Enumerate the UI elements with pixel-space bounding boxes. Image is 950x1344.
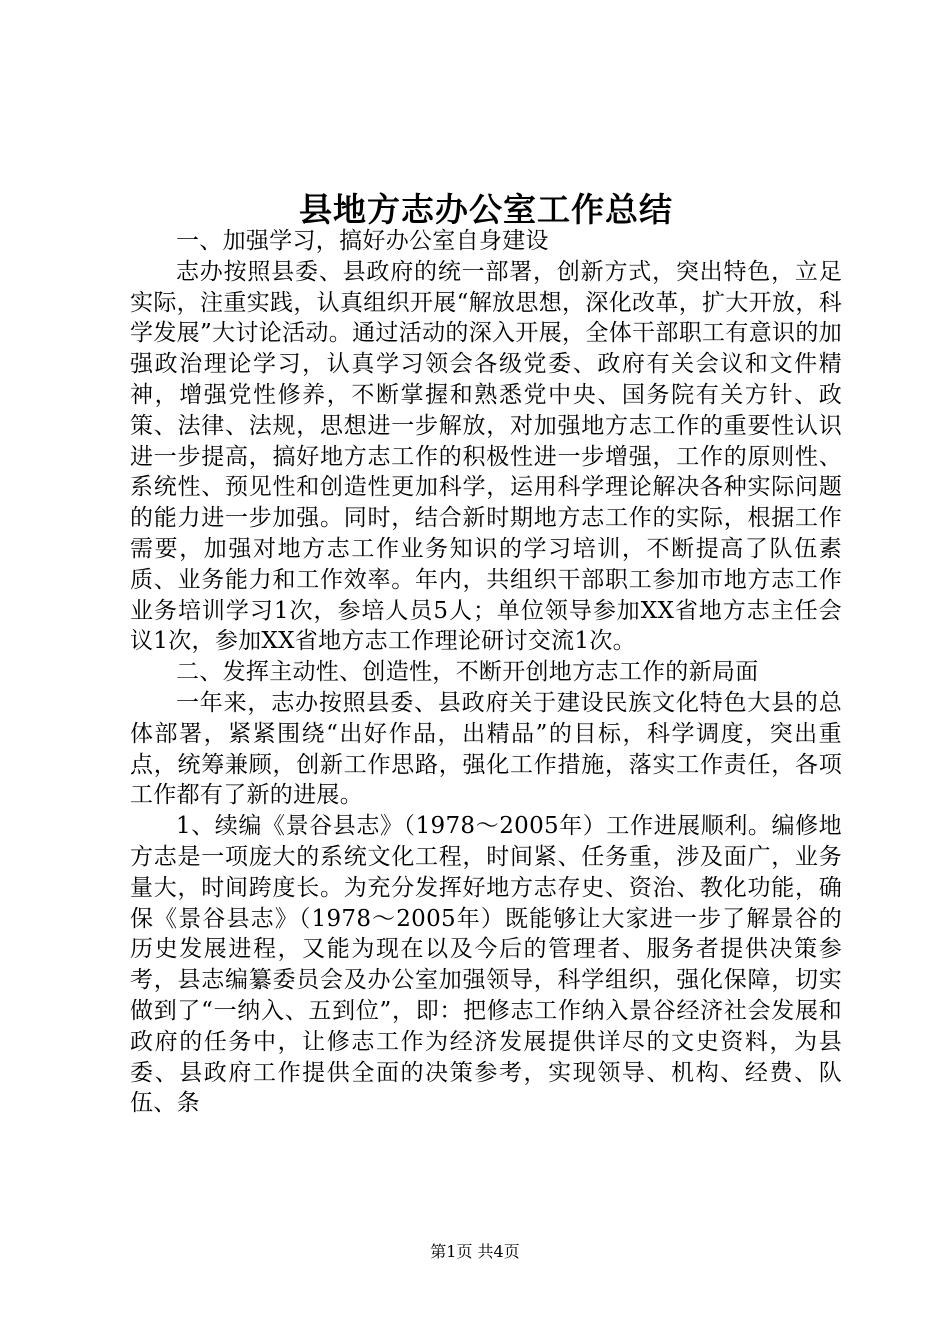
body-paragraph: 1、续编《景谷县志》（1978～2005年）工作进展顺利。编修地方志是一项庞大的系统文化工程，时间紧、任务重，涉及面广，业务量大，时间跨度长。为充分发挥好地方志存史、资治、教化功能，确保《景谷县志》（1978～2005年）既能够让大家进一步了解景谷的历史发展进程，又能为现在以及今后的管理者、服务者提供决策参考，县志编纂委员会及办公室加强领导，科学组织，强化保障，切实做到了“一纳入、五到位”，即：把修志工作纳入景谷经济社会发展和政府的任务中，让修志工作为经济发展提供详尽的文史资料，为县委、县政府工作提供全面的决策参考，实现领导、机构、经费、队伍、条 [130, 813, 842, 1117]
document-title: 县地方志办公室工作总结 [299, 190, 673, 229]
document-body [130, 226, 842, 1119]
document-page [130, 188, 842, 1119]
page-footer: 第1页 共4页 [430, 1242, 520, 1261]
body-paragraph: 一年来，志办按照县委、县政府关于建设民族文化特色大县的总体部署，紧紧围绕“出好作品，出精品”的目标，科学调度，突出重点，统筹兼顾，创新工作思路，强化工作措施，落实工作责任，各项工作都有了新的进展。 [130, 689, 842, 809]
body-paragraph: 志办按照县委、县政府的统一部署，创新方式，突出特色，立足实际，注重实践，认真组织开展“解放思想，深化改革，扩大开放，科学发展”大讨论活动。通过活动的深入开展，全体干部职工有意识的加强政治理论学习，认真学习领会各级党委、政府有关会议和文件精神，增强党性修养，不断掌握和熟悉党中央、国务院有关方针、政策、法律、法规，思想进一步解放，对加强地方志工作的重要性认识进一步提高，搞好地方志工作的积极性进一步增强，工作的原则性、系统性、预见性和创造性更加科学，运用科学理论解决各种实际问题的能力进一步加强。同时，结合新时期地方志工作的实际，根据工作需要，加强对地方志工作业务知识的学习培训，不断提高了队伍素质、业务能力和工作效率。年内，共组织干部职工参加市地方志工作业务培训学习1次，参培人员5人；单位领导参加XX省地方志主任会议1次，参加XX省地方志工作理论研讨交流1次。 [130, 258, 842, 655]
section-heading-1: 一、加强学习，搞好办公室自身建设 [176, 228, 549, 254]
section-heading-2: 二、发挥主动性、创造性，不断开创地方志工作的新局面 [176, 659, 759, 686]
